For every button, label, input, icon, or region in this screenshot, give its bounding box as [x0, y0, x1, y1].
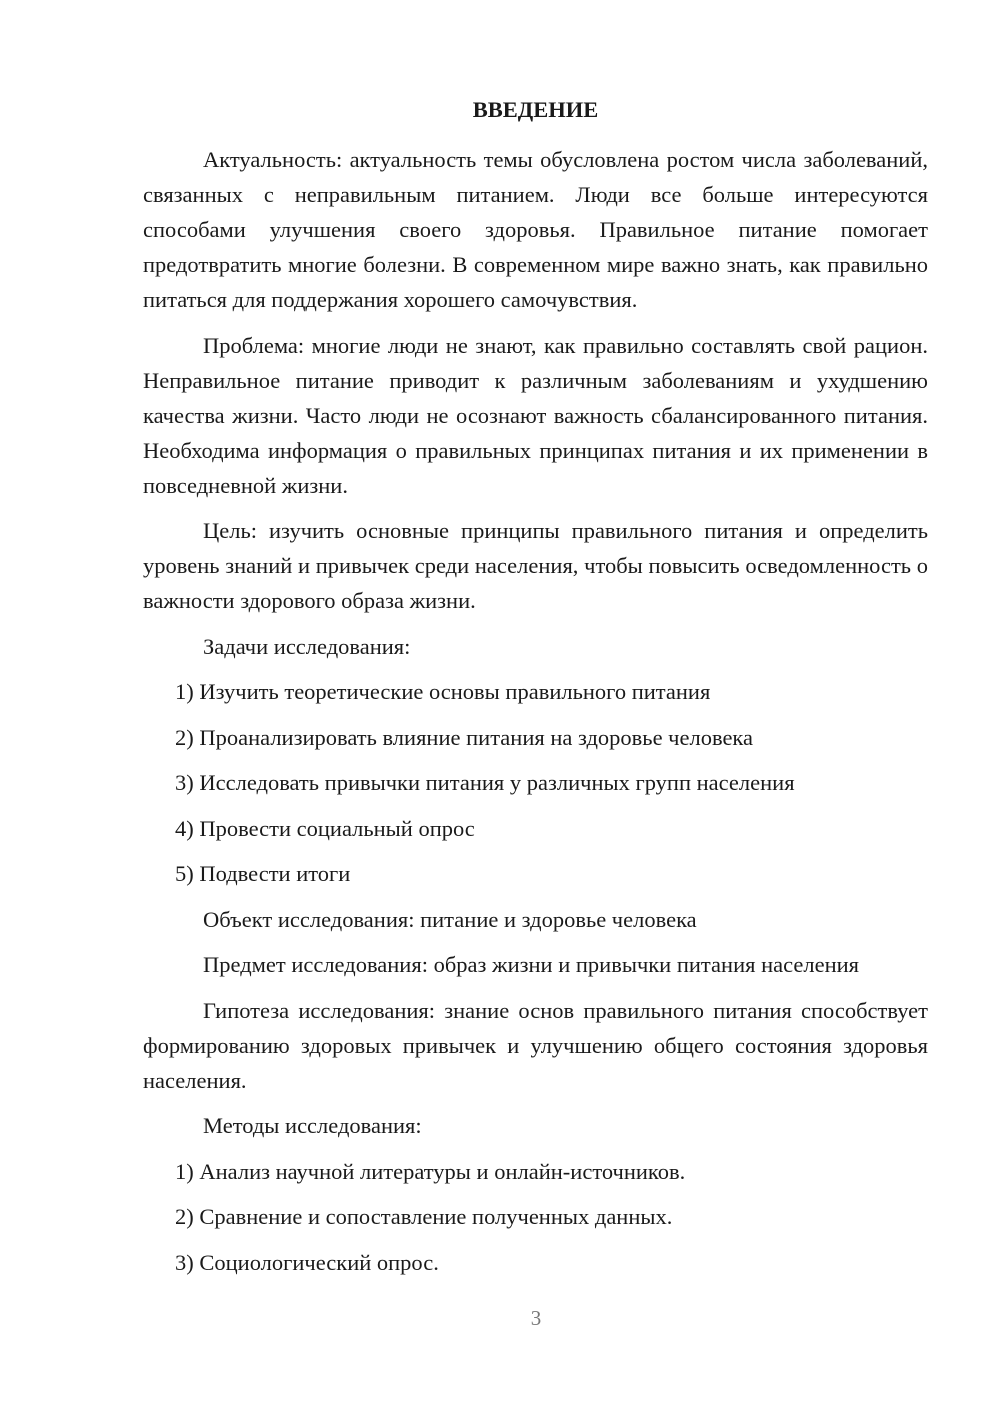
tasks-list: [143, 674, 928, 891]
list-item: 4) Провести социальный опрос: [175, 815, 475, 841]
list-item: 3) Социологический опрос.: [175, 1249, 439, 1275]
list-item: 1) Анализ научной литературы и онлайн-источников.: [175, 1158, 686, 1184]
list-item: 5) Подвести итоги: [175, 861, 351, 886]
list-item: 2) Проанализировать влияние питания на здоровье человека: [175, 724, 754, 750]
tasks-heading: Задачи исследования:: [203, 633, 411, 659]
section-title: ВВЕДЕНИЕ: [472, 97, 599, 122]
page-number: 3: [530, 1306, 542, 1330]
list-item: 3) Исследовать привычки питания у различных групп населения: [175, 770, 795, 795]
object-paragraph: Объект исследования: питание и здоровье человека: [203, 906, 697, 932]
methods-heading: Методы исследования:: [203, 1113, 422, 1138]
methods-list: [143, 1154, 928, 1280]
goal-paragraph: Цель: изучить основные принципы правильного питания и определить уровень знаний и привычек среди населения, чтобы повысить осведомленность о важности здорового образа жизни.: [143, 518, 928, 613]
subject-paragraph: Предмет исследования: образ жизни и привычки питания населения: [203, 952, 860, 977]
problem-paragraph: Проблема: многие люди не знают, как правильно составлять свой рацион. Неправильное питание приводит к различным заболеваниям и ухудшению качества жизни. Часто люди не осознают важность сбалансированного питания. Необходима информация о правильных принципах питания и их применении в повседневной жизни.: [143, 332, 928, 498]
document-page: [143, 92, 928, 1290]
relevance-paragraph: Актуальность: актуальность темы обусловлена ростом числа заболеваний, связанных с неправильным питанием. Люди все больше интересуются способами улучшения своего здоровья. Правильное питание помогает предотвратить многие болезни. В современном мире важно знать, как правильно питаться для поддержания хорошего самочувствия.: [143, 147, 928, 312]
list-item: 2) Сравнение и сопоставление полученных данных.: [175, 1204, 673, 1229]
list-item: 1) Изучить теоретические основы правильного питания: [175, 679, 711, 704]
hypothesis-paragraph: Гипотеза исследования: знание основ правильного питания способствует формированию здоровых привычек и улучшению общего состояния здоровья населения.: [143, 997, 928, 1093]
